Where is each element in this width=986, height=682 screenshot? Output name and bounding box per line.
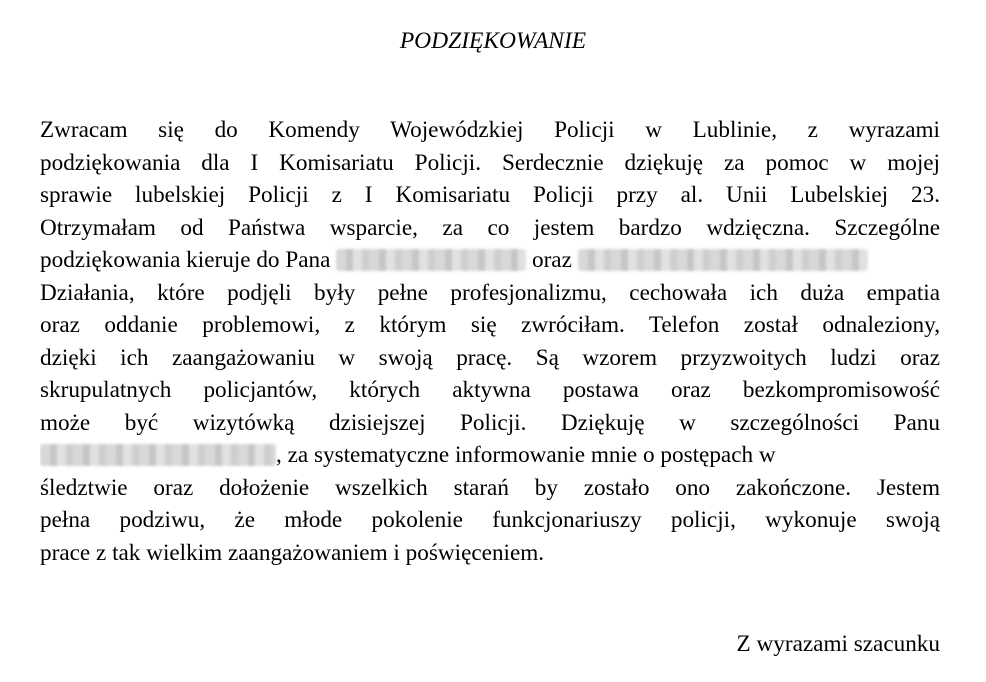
body-line-10: może być wizytówką dzisiejszej Policji. Dziękuję w szczególności Panu: [40, 409, 940, 436]
body-line-5: [40, 244, 940, 277]
document-title: PODZIĘKOWANIE: [399, 28, 587, 54]
body-line-5-text-start: podziękowania kieruje do Pana: [40, 247, 331, 273]
body-line-9: skrupulatnych policjantów, których aktywna postawa oraz bezkompromisowość: [40, 377, 940, 403]
body-line-5-text-mid: oraz: [531, 247, 572, 273]
body-line-7: oraz oddanie problemowi, z którym się zwróciłam. Telefon został odnaleziony,: [40, 312, 940, 338]
body-line-1: Zwracam się do Komendy Wojewódzkiej Policji w Lublinie, z wyrazami: [40, 117, 940, 143]
body-line-11: [40, 439, 940, 472]
letter-body: [40, 114, 940, 569]
redacted-name-1: [336, 249, 526, 271]
body-line-3: sprawie lubelskiej Policji z I Komisariatu Policji przy al. Unii Lubelskiej 23.: [40, 182, 940, 208]
body-line-4: Otrzymałam od Państwa wsparcie, za co jestem bardzo wdzięczna. Szczególne: [40, 214, 940, 241]
body-line-2: podziękowania dla I Komisariatu Policji. Serdecznie dziękuję za pomoc w mojej: [40, 149, 940, 176]
closing-salutation: Z wyrazami szacunku: [736, 631, 940, 657]
body-line-14: prace z tak wielkim zaangażowaniem i poświęceniem.: [40, 539, 545, 566]
body-line-13: pełna podziwu, że młode pokolenie funkcjonariuszy policji, wykonuje swoją: [40, 507, 940, 533]
body-line-6: Działania, które podjęli były pełne profesjonalizmu, cechowała ich duża empatia: [40, 279, 940, 306]
redacted-name-3: [40, 444, 276, 466]
body-line-11-text: , za systematyczne informowanie mnie o postępach w: [276, 442, 776, 468]
redacted-name-2: [578, 249, 868, 271]
body-line-12: śledztwie oraz dołożenie wszelkich starań by zostało ono zakończone. Jestem: [40, 474, 940, 501]
body-line-8: dzięki ich zaangażowaniu w swoją pracę. Są wzorem przyzwoitych ludzi oraz: [40, 344, 940, 371]
